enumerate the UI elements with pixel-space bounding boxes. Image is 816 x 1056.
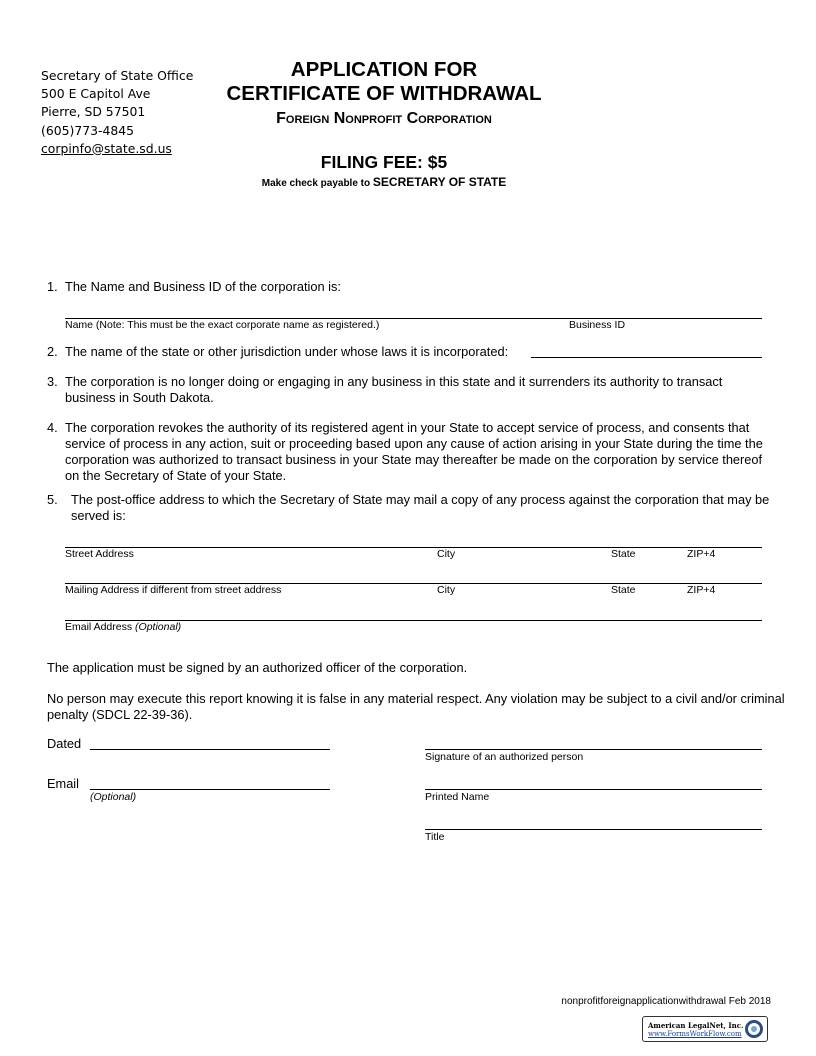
street-zip-label: ZIP+4 — [687, 548, 716, 560]
item-2-number: 2. — [47, 344, 58, 359]
mailing-address-label: Mailing Address if different from street address — [65, 584, 282, 596]
office-phone: (605)773-4845 — [41, 122, 134, 138]
email-address-prefix: Email Address — [65, 621, 133, 633]
office-city: Pierre, SD 57501 — [41, 104, 146, 120]
item-4-number: 4. — [47, 420, 58, 435]
street-state-label: State — [611, 548, 636, 560]
item-2 — [47, 344, 508, 360]
penalty-warning: No person may execute this report knowing it is false in any material respect. Any violation may be subject to a civil and/or criminal penalty (SDCL 22-39-36). — [47, 691, 785, 722]
form-title-line2: CERTIFICATE OF WITHDRAWAL — [226, 82, 542, 105]
check-payable-note — [180, 175, 588, 191]
item-3-number: 3. — [47, 374, 58, 389]
office-name: Secretary of State Office — [41, 68, 194, 83]
logo-url: www.FormsWorkFlow.com — [648, 1030, 742, 1038]
corporation-name-label: Name (Note: This must be the exact corporate name as registered.) — [65, 319, 380, 331]
form-id: nonprofitforeignapplicationwithdrawal Feb 2018 — [561, 996, 771, 1007]
dated-label: Dated — [47, 736, 82, 751]
title-label: Title — [425, 831, 445, 843]
item-5-number: 5. — [47, 492, 58, 507]
street-address-field[interactable] — [65, 547, 762, 548]
printed-name-field[interactable] — [425, 789, 762, 790]
office-address — [41, 67, 193, 158]
form-title-line1: APPLICATION FOR — [290, 58, 478, 81]
logo-brand: American LegalNet, Inc. — [648, 1021, 744, 1030]
signing-notice: The application must be signed by an authorized officer of the corporation. — [47, 660, 468, 675]
office-street: 500 E Capitol Ave — [41, 86, 151, 102]
email-address-label — [65, 621, 181, 634]
title-field[interactable] — [425, 829, 762, 830]
street-address-label: Street Address — [65, 548, 134, 560]
item-2-text: The name of the state or other jurisdiction under whose laws it is incorporated: — [65, 344, 509, 359]
business-id-label: Business ID — [569, 319, 626, 331]
email-address-optional: (Optional) — [135, 621, 182, 633]
signer-email-field[interactable] — [90, 789, 330, 790]
jurisdiction-field[interactable] — [531, 357, 762, 358]
check-prefix: Make check payable to — [261, 178, 371, 189]
legalnet-swirl-icon — [745, 1020, 763, 1038]
signature-field[interactable] — [425, 749, 762, 750]
printed-name-label: Printed Name — [425, 791, 490, 803]
signer-email-optional: (Optional) — [90, 791, 137, 803]
signer-email-label: Email — [47, 776, 79, 791]
item-3-text: The corporation is no longer doing or engaging in any business in this state and it surrenders its authority to transact business in South Dakota. — [65, 374, 723, 405]
check-payee: SECRETARY OF STATE — [372, 175, 507, 189]
item-1-text: The Name and Business ID of the corporation is: — [65, 279, 341, 294]
filing-fee: FILING FEE: $5 — [320, 152, 448, 172]
item-4-text: The corporation revokes the authority of its registered agent in your State to accept service of process, and consents that service of process in any action, suit or proceeding based upon any cause of action arising in your State during the time the corporation was authorized to transact business in your State may thereafter be made on the corporation by service thereof on the Secretary of State of your State. — [65, 420, 763, 483]
mailing-state-label: State — [611, 584, 636, 596]
form-subtitle: Foreign Nonprofit Corporation — [276, 110, 492, 127]
item-1-number: 1. — [47, 279, 58, 294]
signature-label: Signature of an authorized person — [425, 751, 584, 763]
item-1 — [47, 279, 341, 295]
legalnet-logo[interactable] — [642, 1016, 768, 1042]
mailing-zip-label: ZIP+4 — [687, 584, 716, 596]
item-5-text: The post-office address to which the Secretary of State may mail a copy of any process against the corporation that may be served is: — [71, 492, 770, 523]
street-city-label: City — [437, 548, 456, 560]
office-email-link[interactable]: corpinfo@state.sd.us — [41, 140, 172, 156]
mailing-city-label: City — [437, 584, 456, 596]
dated-field[interactable] — [90, 749, 330, 750]
